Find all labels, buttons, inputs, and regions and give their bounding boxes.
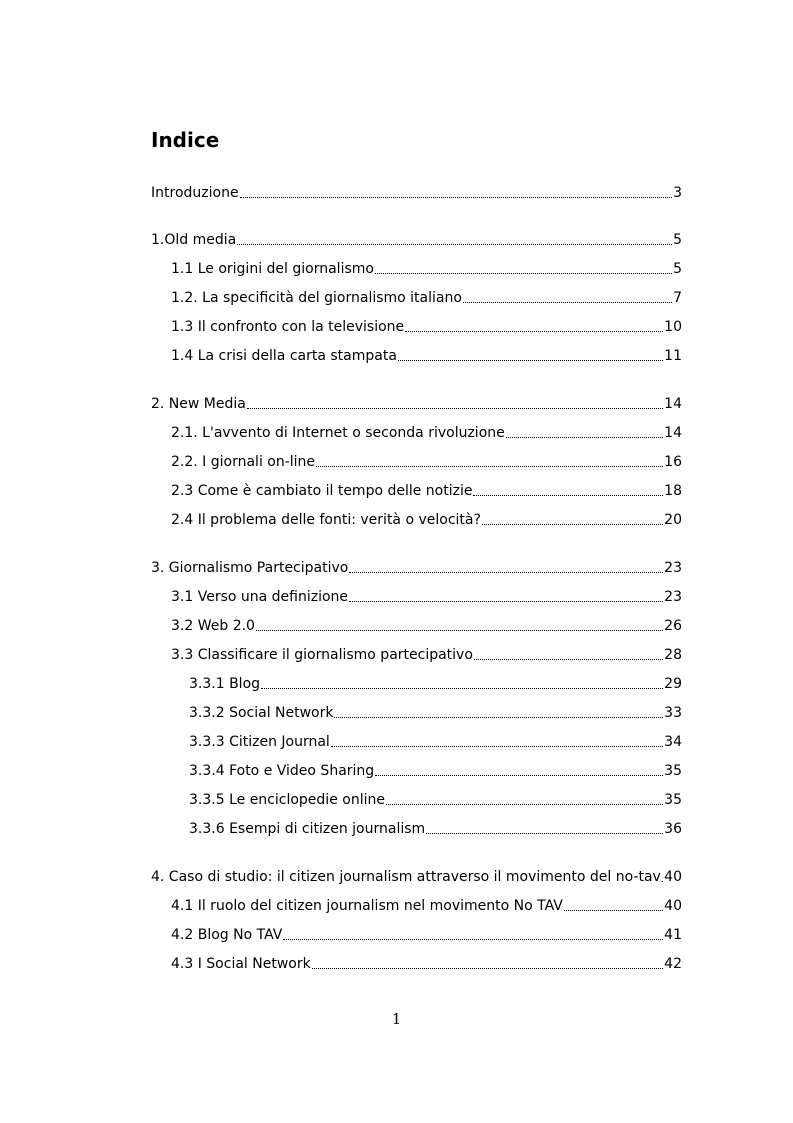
dot-leader	[426, 832, 663, 834]
toc-entry-label: 1.1 Le origini del giornalismo	[171, 261, 374, 277]
toc-entry-page: 28	[664, 647, 682, 663]
dot-leader	[474, 658, 663, 660]
toc-entry-label: 3.3.4 Foto e Video Sharing	[189, 763, 375, 779]
dot-leader	[398, 359, 663, 361]
toc-entry[interactable]	[171, 256, 682, 278]
toc-entry[interactable]	[171, 642, 682, 664]
toc-entry-label: 2.2. I giornali on-line	[171, 454, 316, 470]
toc-entry-page: 11	[664, 348, 682, 364]
toc-entry[interactable]	[171, 922, 682, 944]
toc-entry[interactable]	[171, 314, 682, 336]
dot-leader	[237, 243, 672, 245]
toc-entry-label: 3.3.2 Social Network	[189, 705, 334, 721]
page-number: 1	[391, 1010, 402, 1028]
toc-entry[interactable]	[171, 584, 682, 606]
toc-entry-label: 3.2 Web 2.0	[171, 618, 255, 634]
toc-entry-page: 41	[664, 927, 682, 943]
toc-entry-label: 1.4 La crisi della carta stampata	[171, 348, 397, 364]
toc-entry[interactable]	[151, 864, 682, 886]
dot-leader	[240, 196, 673, 198]
toc-entry-page: 35	[664, 792, 682, 808]
dot-leader	[312, 967, 663, 969]
toc-entry-label: 3.3 Classificare il giornalismo partecipativo	[171, 647, 473, 663]
toc-entry-label: 3. Giornalismo Partecipativo	[151, 560, 349, 576]
toc-entry-label: 3.1 Verso una definizione	[171, 589, 349, 605]
toc-entry[interactable]	[151, 227, 682, 249]
toc-entry-page: 26	[664, 618, 682, 634]
toc-entry[interactable]	[171, 478, 682, 500]
toc-entry-page: 14	[664, 425, 682, 441]
toc-entry[interactable]	[151, 391, 682, 413]
toc-entry-label: 4.2 Blog No TAV	[171, 927, 283, 943]
toc-entry-page: 14	[664, 396, 682, 412]
toc-entry-page: 23	[664, 589, 682, 605]
dot-leader	[662, 880, 663, 882]
dot-leader	[386, 803, 663, 805]
toc-entry[interactable]	[171, 613, 682, 635]
toc-entry-label: Introduzione	[151, 185, 239, 201]
toc-entry-page: 5	[673, 232, 682, 248]
toc-entry-page: 3	[673, 185, 682, 201]
dot-leader	[334, 716, 663, 718]
toc-entry-page: 5	[673, 261, 682, 277]
dot-leader	[482, 523, 663, 525]
toc-entry-page: 35	[664, 763, 682, 779]
toc-entry[interactable]	[171, 507, 682, 529]
toc-entry-page: 40	[664, 869, 682, 885]
dot-leader	[405, 330, 663, 332]
dot-leader	[506, 436, 663, 438]
toc-entry-page: 16	[664, 454, 682, 470]
toc-entry-page: 36	[664, 821, 682, 837]
toc-entry-label: 1.Old media	[151, 232, 237, 248]
toc-entry[interactable]	[189, 758, 682, 780]
toc-entry-page: 33	[664, 705, 682, 721]
toc-entry-label: 1.2. La specificità del giornalismo italiano	[171, 290, 462, 306]
toc-entry[interactable]	[189, 787, 682, 809]
toc-entry-page: 42	[664, 956, 682, 972]
toc-entry-label: 4.3 I Social Network	[171, 956, 311, 972]
toc-entry-label: 1.3 Il confronto con la televisione	[171, 319, 405, 335]
toc-entry[interactable]	[171, 285, 682, 307]
toc-entry-label: 2.1. L'avvento di Internet o seconda rivoluzione	[171, 425, 505, 441]
toc-entry[interactable]	[189, 671, 682, 693]
toc-entry-page: 18	[664, 483, 682, 499]
dot-leader	[349, 571, 663, 573]
dot-leader	[463, 301, 672, 303]
dot-leader	[256, 629, 663, 631]
toc-entry-page: 10	[664, 319, 682, 335]
toc-entry-label: 3.3.1 Blog	[189, 676, 261, 692]
dot-leader	[375, 774, 663, 776]
dot-leader	[316, 465, 663, 467]
toc-entry[interactable]	[151, 180, 682, 202]
toc-entry[interactable]	[171, 420, 682, 442]
dot-leader	[564, 909, 663, 911]
toc-entry-label: 2.3 Come è cambiato il tempo delle notizie	[171, 483, 473, 499]
toc-entry[interactable]	[189, 816, 682, 838]
dot-leader	[375, 272, 672, 274]
toc-entry[interactable]	[189, 729, 682, 751]
toc-entry-label: 4.1 Il ruolo del citizen journalism nel movimento No TAV	[171, 898, 563, 914]
dot-leader	[349, 600, 663, 602]
dot-leader	[473, 494, 663, 496]
toc-entry-label: 2.4 Il problema delle fonti: verità o velocità?	[171, 512, 481, 528]
toc-entry-page: 23	[664, 560, 682, 576]
dot-leader	[247, 407, 663, 409]
toc-entry-label: 2. New Media	[151, 396, 246, 412]
toc-entry[interactable]	[171, 343, 682, 365]
page-title: Indice	[151, 128, 220, 152]
toc-entry-page: 34	[664, 734, 682, 750]
toc-entry[interactable]	[151, 555, 682, 577]
toc-entry-label: 3.3.3 Citizen Journal	[189, 734, 330, 750]
toc-entry-page: 40	[664, 898, 682, 914]
toc-entry-label: 3.3.6 Esempi di citizen journalism	[189, 821, 426, 837]
toc-entry[interactable]	[171, 449, 682, 471]
toc-entry-label: 3.3.5 Le enciclopedie online	[189, 792, 385, 808]
toc-entry[interactable]	[171, 893, 682, 915]
toc-entry-page: 20	[664, 512, 682, 528]
dot-leader	[261, 687, 663, 689]
toc-entry-page: 29	[664, 676, 682, 692]
toc-entry[interactable]	[171, 951, 682, 973]
toc-entry-page: 7	[673, 290, 682, 306]
toc-entry-label: 4. Caso di studio: il citizen journalism attraverso il movimento del no-tav	[151, 869, 661, 885]
toc-entry[interactable]	[189, 700, 682, 722]
dot-leader	[283, 938, 663, 940]
dot-leader	[331, 745, 663, 747]
